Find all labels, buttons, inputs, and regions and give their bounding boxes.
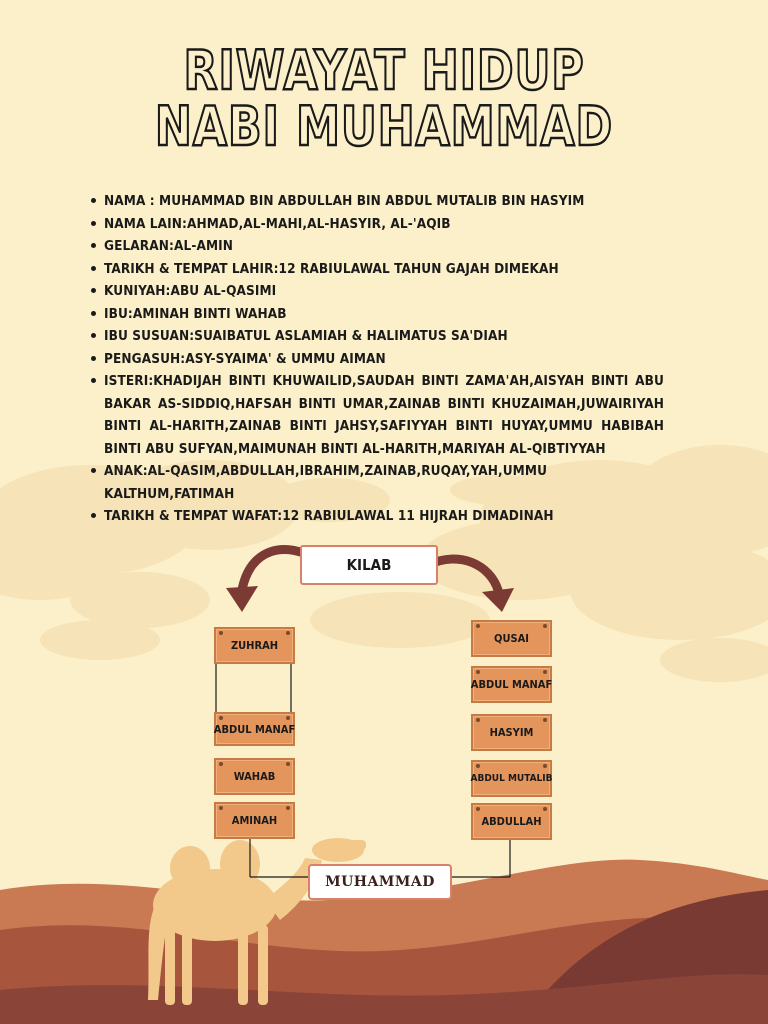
- tree-left-node-zuhrah: [214, 627, 295, 664]
- info-kuniyah: KUNIYAH:ABU AL-QASIMI: [104, 280, 664, 303]
- node-label: AMINAH: [231, 814, 278, 827]
- info-pengasuh: PENGASUH:ASY-SYAIMA' & UMMU AIMAN: [104, 348, 664, 371]
- tree-left-node-abdul-manaf: [214, 712, 295, 746]
- node-label: ABDULLAH: [481, 815, 542, 828]
- page-title-line-1: RIWAYAT HIDUP: [183, 39, 585, 102]
- info-ibu-susuan: IBU SUSUAN:SUAIBATUL ASLAMIAH & HALIMATUS SA'DIAH: [104, 325, 664, 348]
- info-nama-lain: NAMA LAIN:AHMAD,AL-MAHI,AL-HASYIR, AL-'AQIB: [104, 213, 664, 236]
- node-label: ABDUL MANAF: [470, 678, 553, 691]
- tree-left-node-wahab: [214, 758, 295, 795]
- info-tarikh-wafat: TARIKH & TEMPAT WAFAT:12 RABIULAWAL 11 HIJRAH DIMADINAH: [104, 505, 664, 528]
- tree-right-node-qusai: [471, 620, 552, 657]
- info-ibu: IBU:AMINAH BINTI WAHAB: [104, 303, 664, 326]
- tree-right-node-abdullah: [471, 803, 552, 840]
- tree-right-node-abdul-mutalib: [471, 760, 552, 797]
- tree-right-node-abdul-manaf: [471, 666, 552, 703]
- node-label: ZUHRAH: [230, 639, 279, 652]
- info-isteri: ISTERI:KHADIJAH BINTI KHUWAILID,SAUDAH BINTI ZAMA'AH,AISYAH BINTI ABU BAKAR AS-SIDDIQ,HAFSAH BINTI UMAR,ZAINAB BINTI KHUZAIMAH,JUWAIRIYAH BINTI AL-HARITH,ZAINAB BINTI JAHSY,SAFIYYAH BINTI HUYAY,UMMU HABIBAH BINTI ABU SUFYAN,MAIMUNAH BINTI AL-HARITH,MARIYAH AL-QIBTIYYAH: [104, 370, 664, 460]
- node-label: ABDUL MANAF: [213, 722, 296, 736]
- info-tarikh-lahir: TARIKH & TEMPAT LAHIR:12 RABIULAWAL TAHUN GAJAH DIMEKAH: [104, 258, 664, 281]
- tree-root-kilab: KILAB: [300, 545, 438, 585]
- node-label: WAHAB: [233, 770, 276, 783]
- tree-left-node-aminah: [214, 802, 295, 839]
- info-nama: NAMA : MUHAMMAD BIN ABDULLAH BIN ABDUL MUTALIB BIN HASYIM: [104, 190, 664, 213]
- node-label: ABDUL MUTALIB: [470, 773, 553, 784]
- node-label: QUSAI: [494, 632, 529, 645]
- biography-list: [104, 190, 664, 528]
- node-label: HASYIM: [489, 726, 534, 739]
- tree-child-muhammad: MUHAMMAD: [308, 864, 452, 900]
- info-gelaran: GELARAN:AL-AMIN: [104, 235, 664, 258]
- tree-right-node-hasyim: [471, 714, 552, 751]
- info-anak: ANAK:AL-QASIM,ABDULLAH,IBRAHIM,ZAINAB,RUQAY,YAH,UMMU KALTHUM,FATIMAH: [104, 460, 664, 505]
- page-title-line-2: NABI MUHAMMAD: [154, 95, 614, 158]
